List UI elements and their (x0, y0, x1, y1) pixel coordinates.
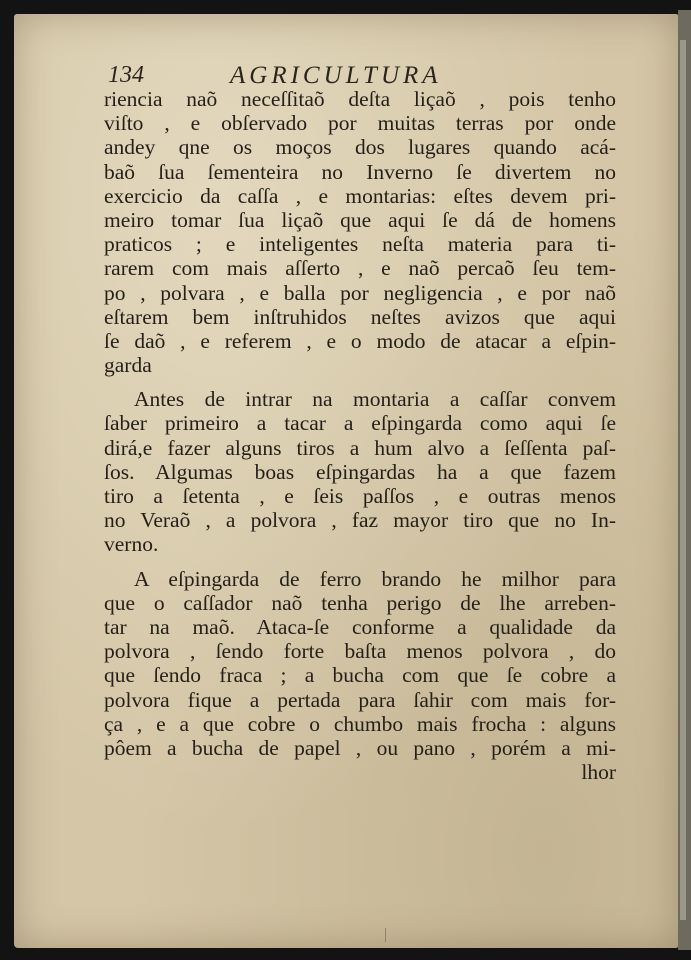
body-text (104, 87, 616, 784)
text-line: viſto , e obſervado por muitas terras por onde (104, 111, 616, 136)
paragraph-gap (104, 557, 616, 567)
catchword: lhor (581, 760, 616, 785)
page-number: 134 (108, 62, 144, 88)
text-line: polvora fique a pertada para ſahir com mais for- (104, 687, 616, 712)
text-line: andey qne os moços dos lugares quando acá- (104, 135, 616, 160)
text-line: eſtarem bem inſtruhidos neſtes avizos que aqui (104, 304, 616, 329)
text-line: exercicio da caſſa , e montarias: eſtes devem pri- (104, 183, 616, 208)
paragraph-gap (104, 377, 616, 387)
text-line: ça , e a que cobre o chumbo mais frocha : alguns (104, 711, 616, 736)
paragraph-2 (104, 387, 616, 556)
text-line: que ſendo fraca ; a bucha com que ſe cobre a (104, 663, 616, 688)
text-line: A eſpingarda de ferro brando he milhor para (134, 566, 616, 591)
text-line: baõ ſua ſementeira no Inverno ſe divertem no (104, 159, 616, 184)
text-line: tiro a ſetenta , e ſeis paſſos , e outras menos (104, 484, 616, 508)
text-line: ſos. Algumas boas eſpingardas ha a que fazem (104, 459, 616, 484)
paragraph-3 (104, 567, 616, 785)
binding-edge-inner (680, 40, 686, 920)
running-title: AGRICULTURA (230, 62, 442, 89)
text-line: ſe daõ , e referem , e o modo de atacar a eſpin- (104, 328, 616, 353)
text-line: garda (104, 353, 152, 378)
text-line: polvora , ſendo forte baſta menos polvora , do (104, 639, 616, 664)
text-line: verno. (104, 532, 159, 557)
text-line: que o caſſador naõ tenha perigo de lhe arreben- (104, 590, 616, 615)
text-line: dirá,e fazer alguns tiros a hum alvo a ſeſſenta paſ- (104, 435, 616, 460)
text-line: pôem a bucha de papel , ou pano , porém a mi- (104, 735, 616, 760)
text-line: Antes de intrar na montaria a caſſar convem (134, 387, 616, 412)
text-line: tar na maõ. Ataca-ſe conforme a qualidade da (104, 614, 616, 639)
text-line: ſaber primeiro a tacar a eſpingarda como aqui ſe (104, 411, 616, 436)
text-line: no Veraõ , a polvora , faz mayor tiro que no In- (104, 508, 616, 533)
paragraph-1 (104, 87, 616, 377)
text-line: rarem com mais aſſerto , e naõ percaõ ſeu tem- (104, 256, 616, 281)
text-line: riencia naõ neceſſitaõ deſta liçaõ , pois tenho (104, 87, 616, 111)
paper-mark (385, 928, 386, 942)
text-line: po , polvara , e balla por negligencia , e por naõ (104, 280, 616, 305)
text-line: meiro tomar ſua liçaõ que aqui ſe dá de homens (104, 207, 616, 232)
text-line: praticos ; e inteligentes neſta materia para ti- (104, 232, 616, 257)
